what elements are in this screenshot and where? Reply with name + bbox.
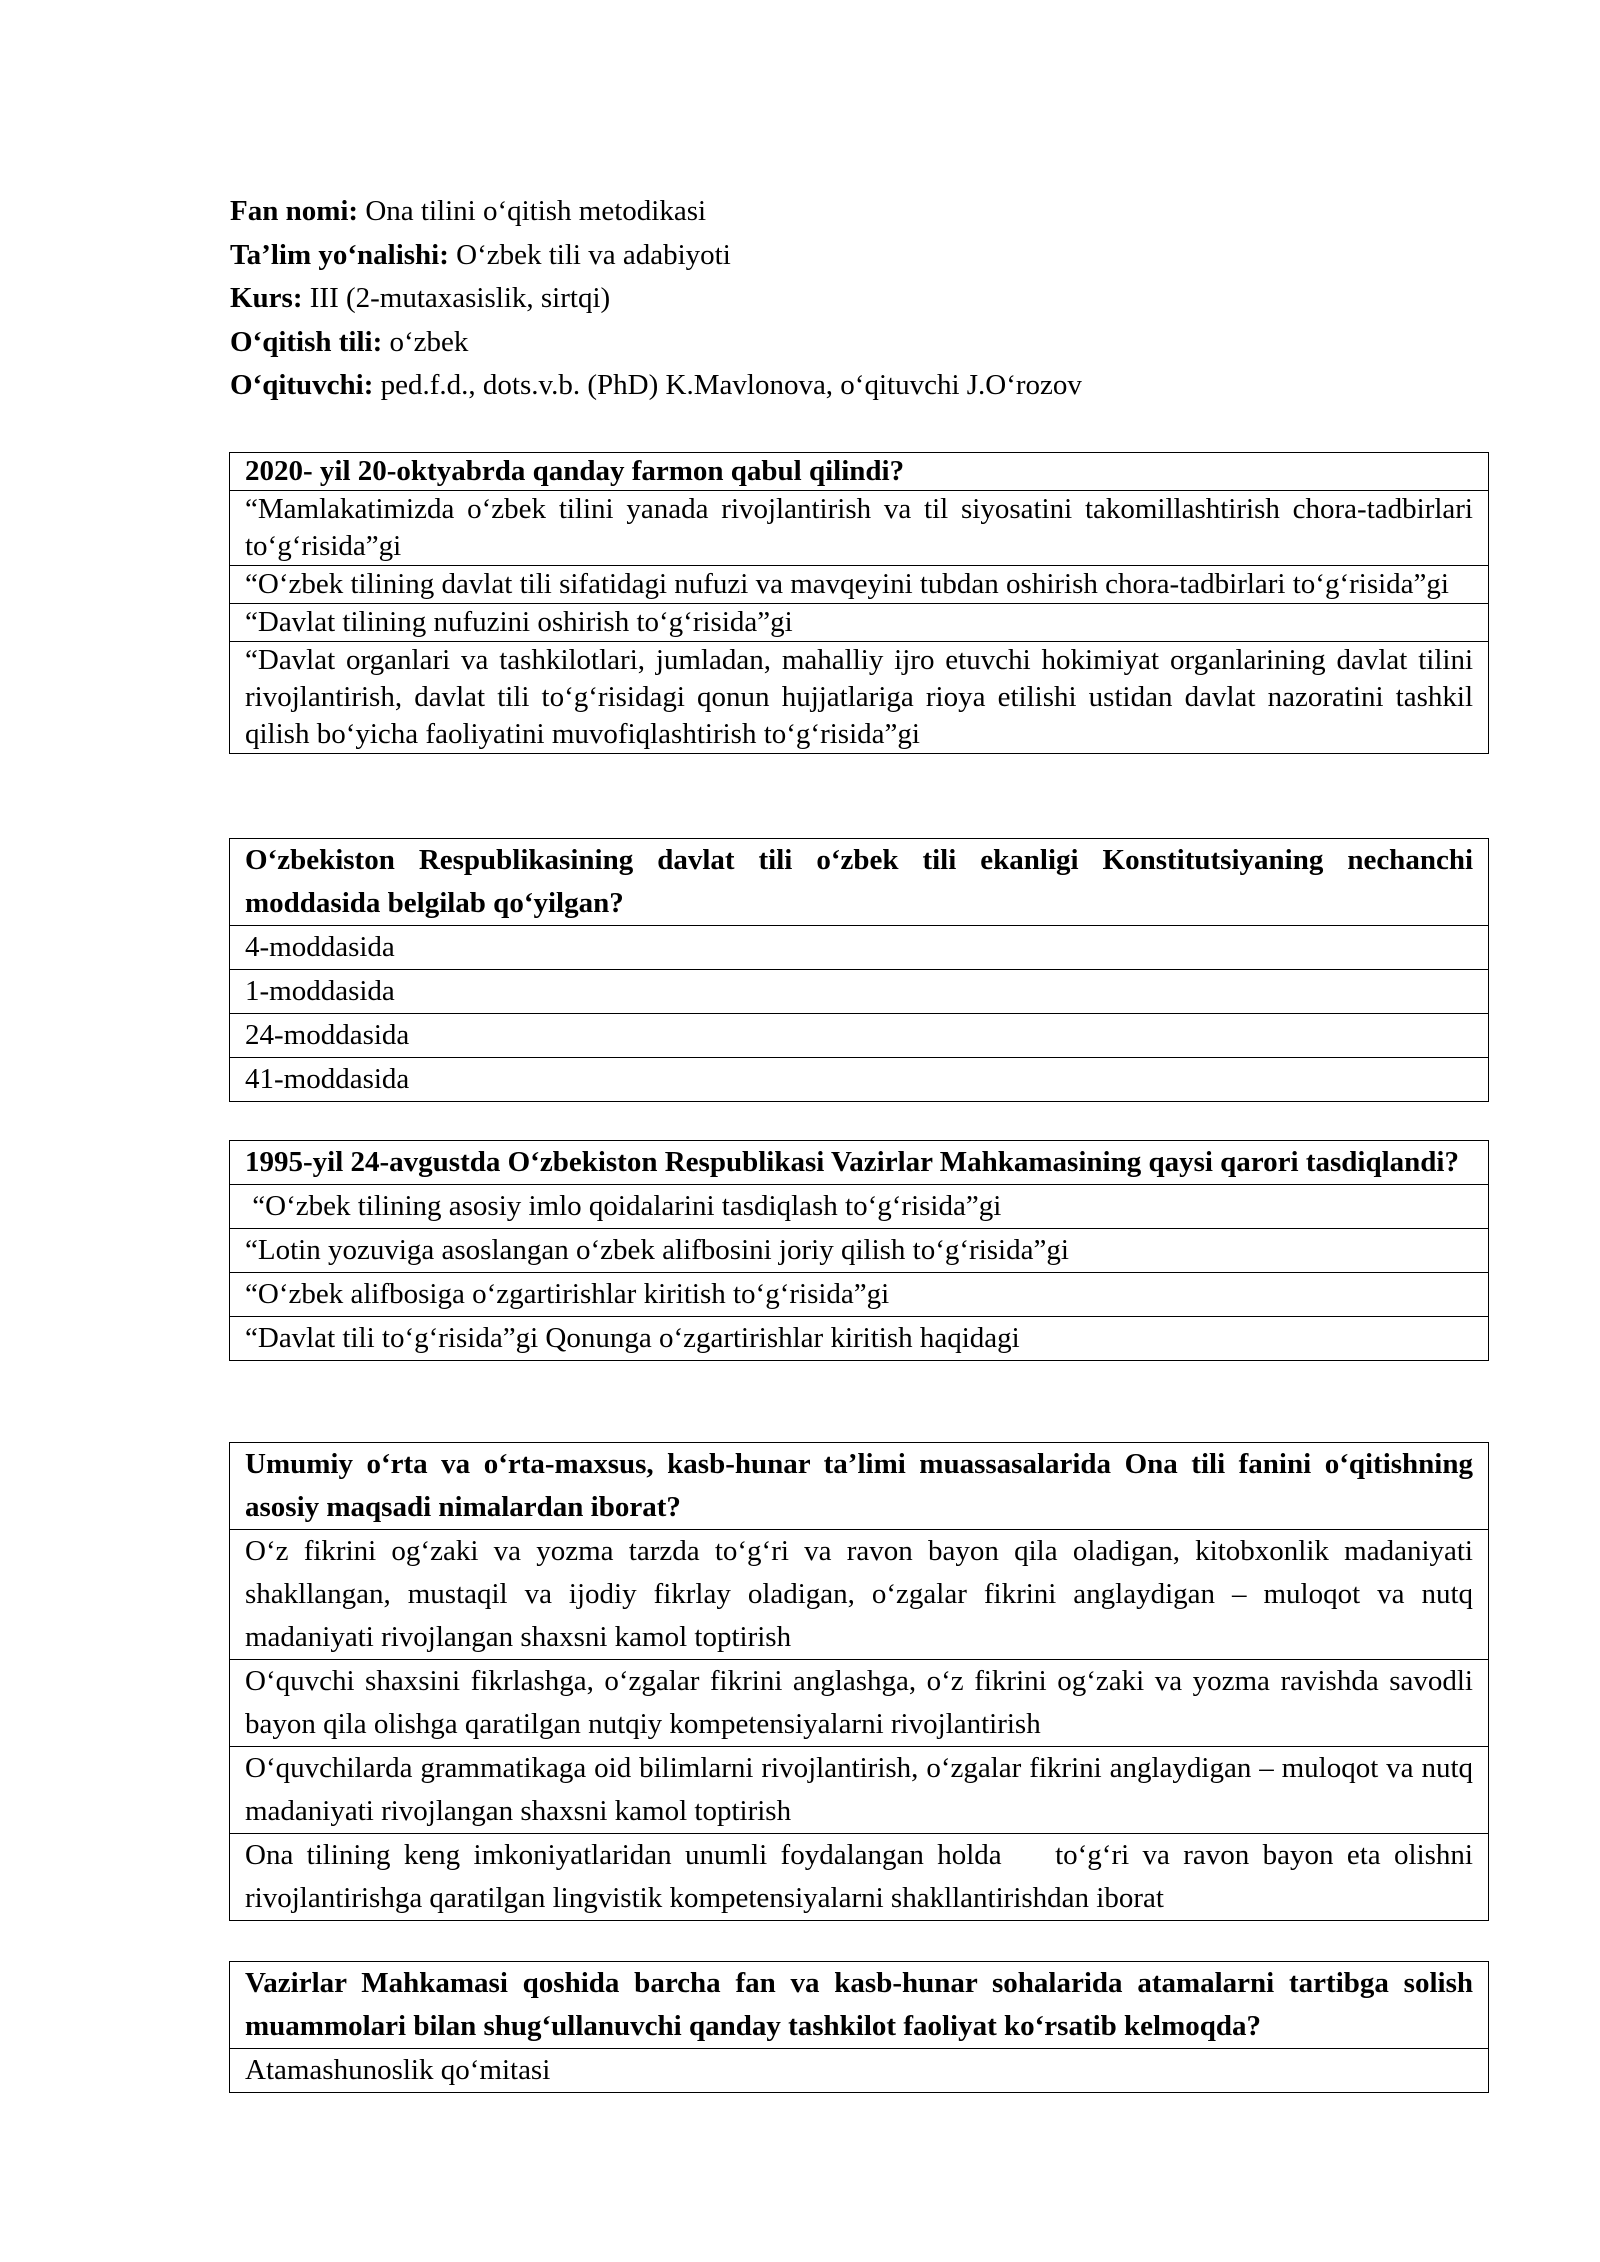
question-text: Umumiy o‘rta va o‘rta-maxsus, kasb-hunar ta’limi muassasalarida Ona tili fanini o‘qitishning asosiy maqsadi nimalardan iborat? [230,1443,1489,1530]
answer-option: “O‘zbek alifbosiga o‘zgartirishlar kiritish to‘g‘risida”gi [230,1273,1489,1317]
answer-option: Ona tilining keng imkoniyatlaridan unumli foydalangan holda to‘g‘ri va ravon bayon eta olishni rivojlantirishga qaratilgan lingvistik kompetensiyalarni shakllantirishdan iborat [230,1834,1489,1921]
question-text: 2020- yil 20-oktyabrda qanday farmon qabul qilindi? [230,453,1489,491]
answer-option: “Davlat tilining nufuzini oshirish to‘g‘risida”gi [230,604,1489,642]
course-label: Kurs: [230,282,303,314]
direction-value: O‘zbek tili va adabiyoti [448,238,731,271]
subject-label: Fan nomi: [230,195,359,227]
answer-option: O‘quvchilarda grammatikaga oid bilimlarni rivojlantirish, o‘zgalar fikrini anglaydigan – muloqot va nutq madaniyati rivojlangan shaxsni kamol toptirish [230,1747,1489,1834]
language-label: O‘qitish tili: [230,325,383,358]
subject-line [230,190,1490,234]
language-line [230,321,1490,365]
question-table-3 [229,1140,1489,1361]
teacher-line [230,364,1490,408]
answer-option: “O‘zbek tilining asosiy imlo qoidalarini tasdiqlash to‘g‘risida”gi [230,1185,1489,1229]
question-table-1 [229,452,1489,754]
question-table-4 [229,1442,1489,1921]
question-text: O‘zbekiston Respublikasining davlat tili o‘zbek tili ekanligi Konstitutsiyaning nechanchi moddasida belgilab qo‘yilgan? [230,839,1489,926]
answer-option: 1-moddasida [230,970,1489,1014]
answer-option: “Mamlakatimizda o‘zbek tilini yanada rivojlantirish va til siyosatini takomillashtirish chora-tadbirlari to‘g‘risida”gi [230,491,1489,566]
direction-label: Ta’lim yo‘nalishi: [230,238,449,271]
language-value: o‘zbek [382,325,469,358]
teacher-value: ped.f.d., dots.v.b. (PhD) K.Mavlonova, o‘qituvchi J.O‘rozov [373,369,1082,401]
answer-option: 24-moddasida [230,1014,1489,1058]
answer-option: O‘quvchi shaxsini fikrlashga, o‘zgalar fikrini anglashga, o‘z fikrini og‘zaki va yozma ravishda savodli bayon qila olishga qaratilgan nutqiy kompetensiyalarni rivojlantirish [230,1660,1489,1747]
document-header [230,190,1490,408]
question-table-5 [229,1961,1489,2093]
answer-option: 41-moddasida [230,1058,1489,1102]
question-text: 1995-yil 24-avgustda O‘zbekiston Respublikasi Vazirlar Mahkamasining qaysi qarori tasdiqlandi? [230,1141,1489,1185]
answer-option: “Lotin yozuviga asoslangan o‘zbek alifbosini joriy qilish to‘g‘risida”gi [230,1229,1489,1273]
answer-option: “Davlat tili to‘g‘risida”gi Qonunga o‘zgartirishlar kiritish haqidagi [230,1317,1489,1361]
answer-option: Atamashunoslik qo‘mitasi [230,2049,1489,2093]
question-text: Vazirlar Mahkamasi qoshida barcha fan va kasb-hunar sohalarida atamalarni tartibga solish muammolari bilan shug‘ullanuvchi qanday tashkilot faoliyat ko‘rsatib kelmoqda? [230,1962,1489,2049]
answer-option: “Davlat organlari va tashkilotlari, jumladan, mahalliy ijro etuvchi hokimiyat organlarining davlat tilini rivojlantirish, davlat tili to‘g‘risidagi qonun hujjatlariga rioya etilishi ustidan davlat nazoratini tashkil qilish bo‘yicha faoliyatini muvofiqlashtirish to‘g‘risida”gi [230,642,1489,754]
question-table-2 [229,838,1489,1102]
teacher-label: O‘qituvchi: [230,369,374,401]
answer-option: O‘z fikrini og‘zaki va yozma tarzda to‘g‘ri va ravon bayon qila oladigan, kitobxonlik madaniyati shakllangan, mustaqil va ijodiy fikrlay oladigan, o‘zgalar fikrini anglaydigan – muloqot va nutq madaniyati rivojlangan shaxsni kamol toptirish [230,1530,1489,1660]
direction-line [230,234,1490,278]
answer-option: “O‘zbek tilining davlat tili sifatidagi nufuzi va mavqeyini tubdan oshirish chora-tadbirlari to‘g‘risida”gi [230,566,1489,604]
course-line [230,277,1490,321]
answer-option: 4-moddasida [230,926,1489,970]
course-value: III (2-mutaxasislik, sirtqi) [302,282,611,314]
subject-value: Ona tilini o‘qitish metodikasi [358,195,707,227]
